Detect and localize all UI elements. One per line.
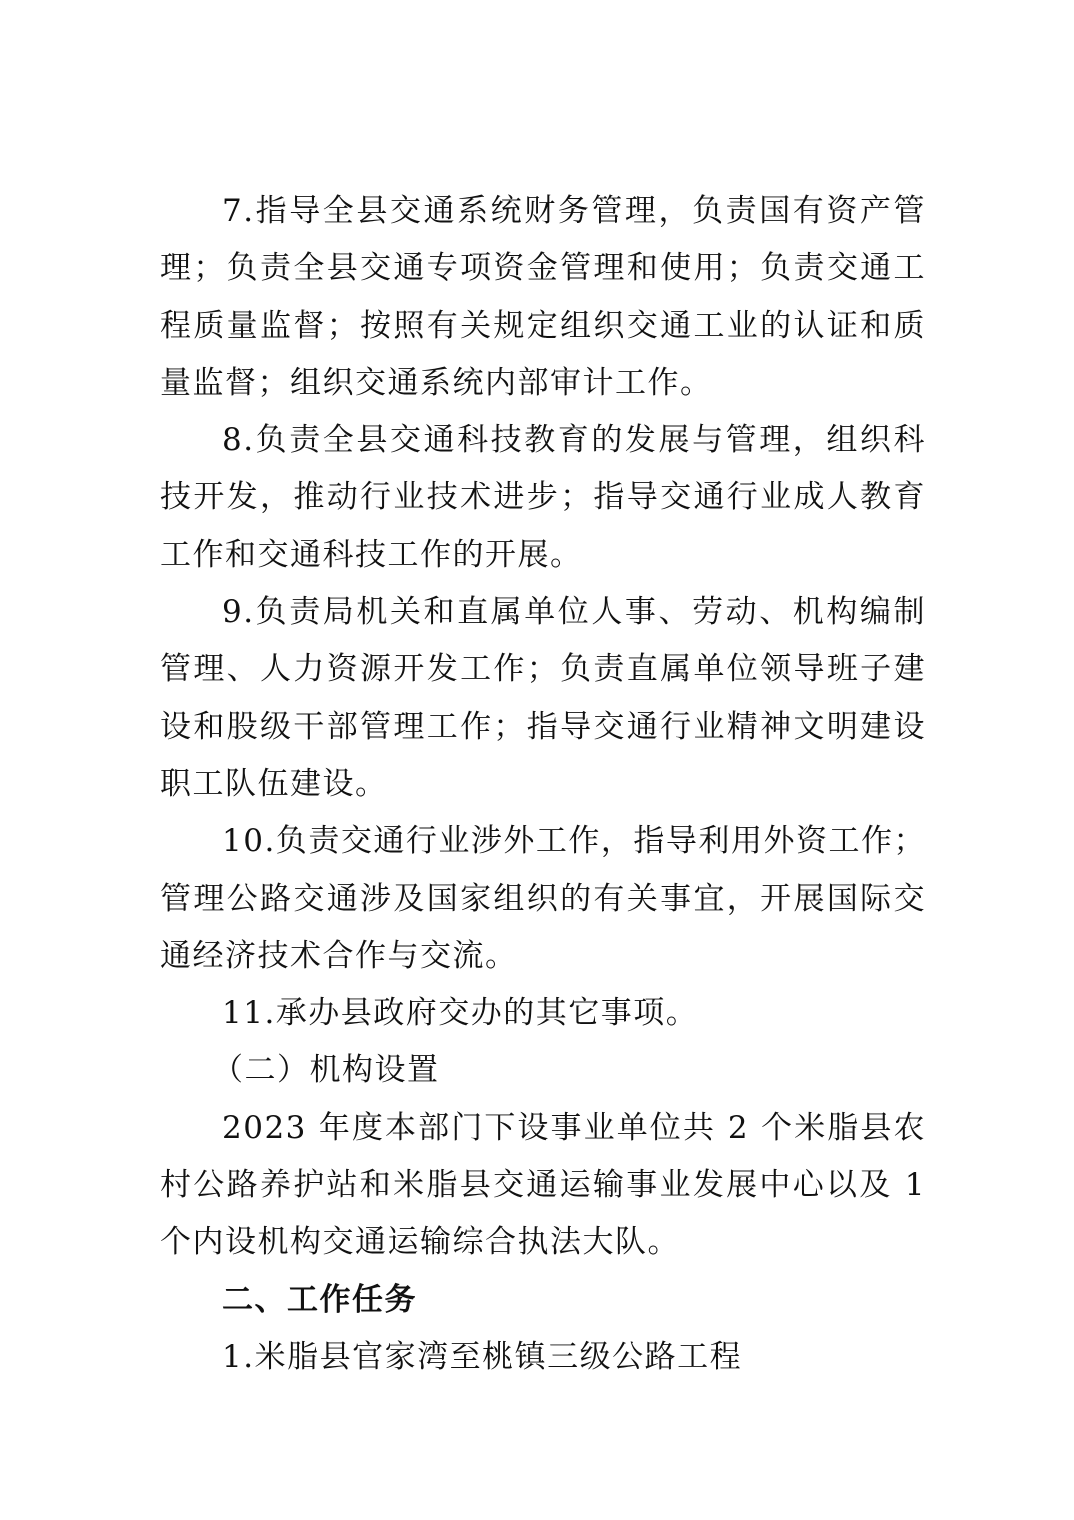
task-item-1: 1.米脂县官家湾至桃镇三级公路工程 bbox=[222, 1338, 743, 1375]
section-title-work-tasks: 二、工作任务 bbox=[222, 1281, 417, 1318]
paragraph-item-9: 9.负责局机关和直属单位人事、劳动、机构编制管理、人力资源开发工作；负责直属单位领导班子建设和股级干部管理工作；指导交通行业精神文明建设职工队伍建设。 bbox=[160, 594, 926, 802]
paragraph-item-8: 8.负责全县交通科技教育的发展与管理，组织科技开发，推动行业技术进步；指导交通行业成人教育工作和交通科技工作的开展。 bbox=[160, 422, 926, 573]
paragraph-item-11: 11.承办县政府交办的其它事项。 bbox=[222, 995, 699, 1032]
paragraph-item-10: 10.负责交通行业涉外工作，指导利用外资工作；管理公路交通涉及国家组织的有关事宜，开展国际交通经济技术合作与交流。 bbox=[160, 823, 926, 974]
subheading-organization: （二）机构设置 bbox=[212, 1052, 440, 1089]
document-body bbox=[160, 183, 926, 1386]
paragraph-organization: 2023 年度本部门下设事业单位共 2 个米脂县农村公路养护站和米脂县交通运输事业发展中心以及 1 个内设机构交通运输综合执法大队。 bbox=[160, 1109, 926, 1261]
paragraph-item-7: 7.指导全县交通系统财务管理，负责国有资产管理；负责全县交通专项资金管理和使用；负责交通工程质量监督；按照有关规定组织交通工业的认证和质量监督；组织交通系统内部审计工作。 bbox=[160, 193, 926, 401]
